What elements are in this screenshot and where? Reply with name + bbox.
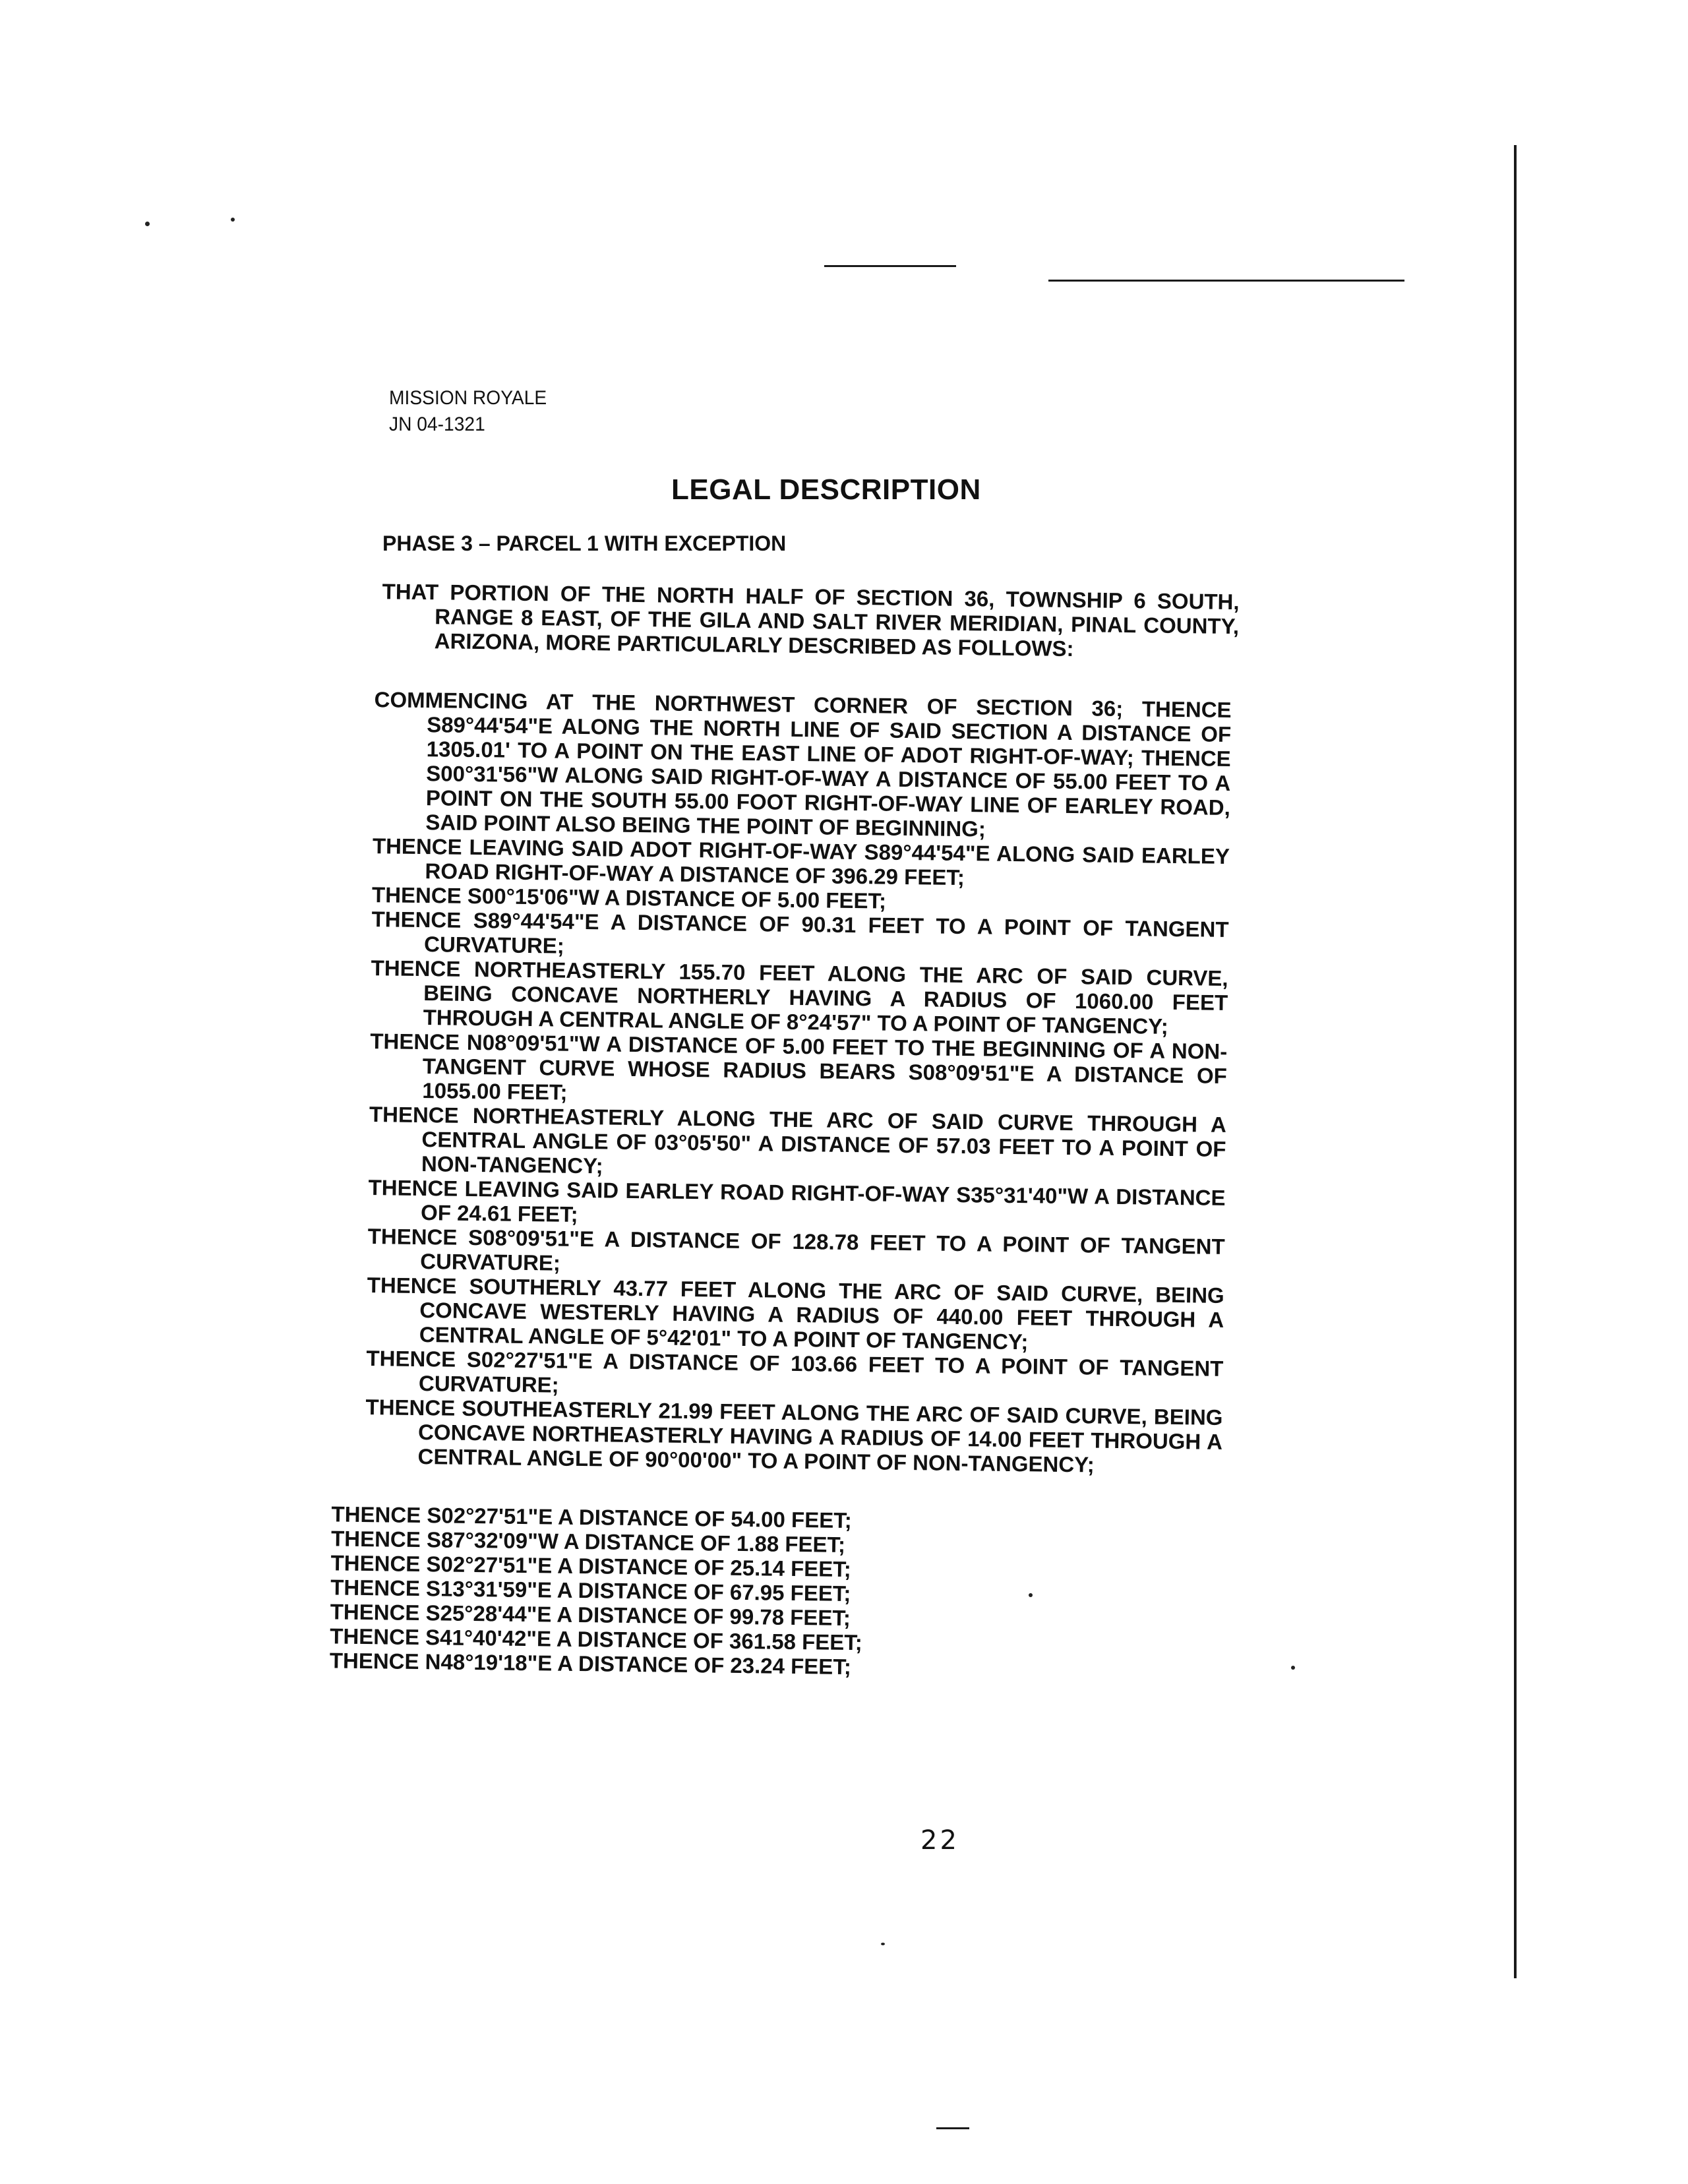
paragraph: THENCE S08°09'51"E A DISTANCE OF 128.78 FEET TO A POINT OF TANGENT CURVATURE; [367, 1224, 1225, 1275]
scan-speck [145, 222, 150, 226]
course-call: THENCE S13°31'59"E A DISTANCE OF 67.95 FEET; [330, 1575, 851, 1606]
paragraph: THENCE S02°27'51"E A DISTANCE OF 103.66 FEET TO A POINT OF TANGENT CURVATURE; [366, 1346, 1224, 1397]
document-header [389, 385, 547, 438]
parcel-subtitle: PHASE 3 – PARCEL 1 WITH EXCEPTION [382, 531, 787, 555]
scan-edge-line-right [1514, 145, 1517, 1978]
scan-edge-line-bottom [936, 2127, 969, 2129]
scan-edge-line-top-right [1048, 280, 1404, 282]
paragraph: THENCE S00°15'06"W A DISTANCE OF 5.00 FEET; [371, 882, 887, 913]
intro-paragraph [382, 579, 1240, 663]
page-number: 22 [920, 1825, 959, 1856]
paragraph: THENCE NORTHEASTERLY 155.70 FEET ALONG THE ARC OF SAID CURVE, BEING CONCAVE NORTHERLY HAVING A RADIUS OF 1060.00 FEET THROUGH A CENTRAL ANGLE OF 8°24'57" TO A POINT OF TANGENCY; [371, 956, 1228, 1039]
paragraph: THENCE S89°44'54"E A DISTANCE OF 90.31 FEET TO A POINT OF TANGENT CURVATURE; [371, 907, 1229, 958]
project-name: MISSION ROYALE [389, 387, 547, 409]
scan-speck [1291, 1666, 1295, 1670]
scan-speck [881, 1943, 885, 1945]
course-call: THENCE S02°27'51"E A DISTANCE OF 54.00 FEET; [331, 1502, 852, 1533]
metes-bounds-paragraphs [365, 687, 1231, 1478]
paragraph: THENCE LEAVING SAID EARLEY ROAD RIGHT-OF-WAY S35°31'40"W A DISTANCE OF 24.61 FEET; [368, 1175, 1226, 1227]
paragraph: THENCE NORTHEASTERLY ALONG THE ARC OF SAID CURVE THROUGH A CENTRAL ANGLE OF 03°05'50" A DISTANCE OF 57.03 FEET TO A POINT OF NON-TANGENCY; [369, 1102, 1227, 1178]
paragraph: THENCE SOUTHEASTERLY 21.99 FEET ALONG THE ARC OF SAID CURVE, BEING CONCAVE NORTHEASTERLY HAVING A RADIUS OF 14.00 FEET THROUGH A CENTRAL ANGLE OF 90°00'00" TO A POINT OF NON-TANGENCY; [365, 1395, 1223, 1477]
course-call: THENCE N48°19'18"E A DISTANCE OF 23.24 FEET; [329, 1648, 852, 1680]
document-title: LEGAL DESCRIPTION [671, 473, 981, 506]
course-calls [330, 1502, 1189, 1683]
course-call: THENCE S87°32'09"W A DISTANCE OF 1.88 FEET; [330, 1526, 846, 1557]
paragraph: THENCE N08°09'51"W A DISTANCE OF 5.00 FEET TO THE BEGINNING OF A NON-TANGENT CURVE WHOSE RADIUS BEARS S08°09'51"E A DISTANCE OF 1055.00 FEET; [370, 1029, 1228, 1105]
paragraph: THENCE SOUTHERLY 43.77 FEET ALONG THE ARC OF SAID CURVE, BEING CONCAVE WESTERLY HAVING A RADIUS OF 440.00 FEET THROUGH A CENTRAL ANGLE OF 5°42'01" TO A POINT OF TANGENCY; [367, 1273, 1224, 1354]
course-call: THENCE S25°28'44"E A DISTANCE OF 99.78 FEET; [330, 1599, 851, 1631]
paragraph: COMMENCING AT THE NORTHWEST CORNER OF SECTION 36; THENCE S89°44'54"E ALONG THE NORTH LINE OF SAID SECTION A DISTANCE OF 1305.01' TO A POINT ON THE EAST LINE OF ADOT RIGHT-OF-WAY; THENCE S00°31'56"W ALONG SAID RIGHT-OF-WAY A DISTANCE OF 55.00 FEET TO A POINT ON THE SOUTH 55.00 FOOT RIGHT-OF-WAY LINE OF EARLEY ROAD, SAID POINT ALSO BEING THE POINT OF BEGINNING; [374, 687, 1232, 841]
paragraph: THAT PORTION OF THE NORTH HALF OF SECTION 36, TOWNSHIP 6 SOUTH, RANGE 8 EAST, OF THE GILA AND SALT RIVER MERIDIAN, PINAL COUNTY, ARIZONA, MORE PARTICULARLY DESCRIBED AS FOLLOWS: [382, 579, 1240, 661]
course-call: THENCE S02°27'51"E A DISTANCE OF 25.14 FEET; [330, 1550, 852, 1582]
scan-edge-line-top [824, 265, 956, 267]
scan-speck [231, 218, 235, 222]
paragraph: THENCE LEAVING SAID ADOT RIGHT-OF-WAY S89°44'54"E ALONG SAID EARLEY ROAD RIGHT-OF-WAY A DISTANCE OF 396.29 FEET; [372, 834, 1230, 890]
course-call: THENCE S41°40'42"E A DISTANCE OF 361.58 FEET; [330, 1623, 863, 1655]
job-number: JN 04-1321 [389, 413, 485, 435]
